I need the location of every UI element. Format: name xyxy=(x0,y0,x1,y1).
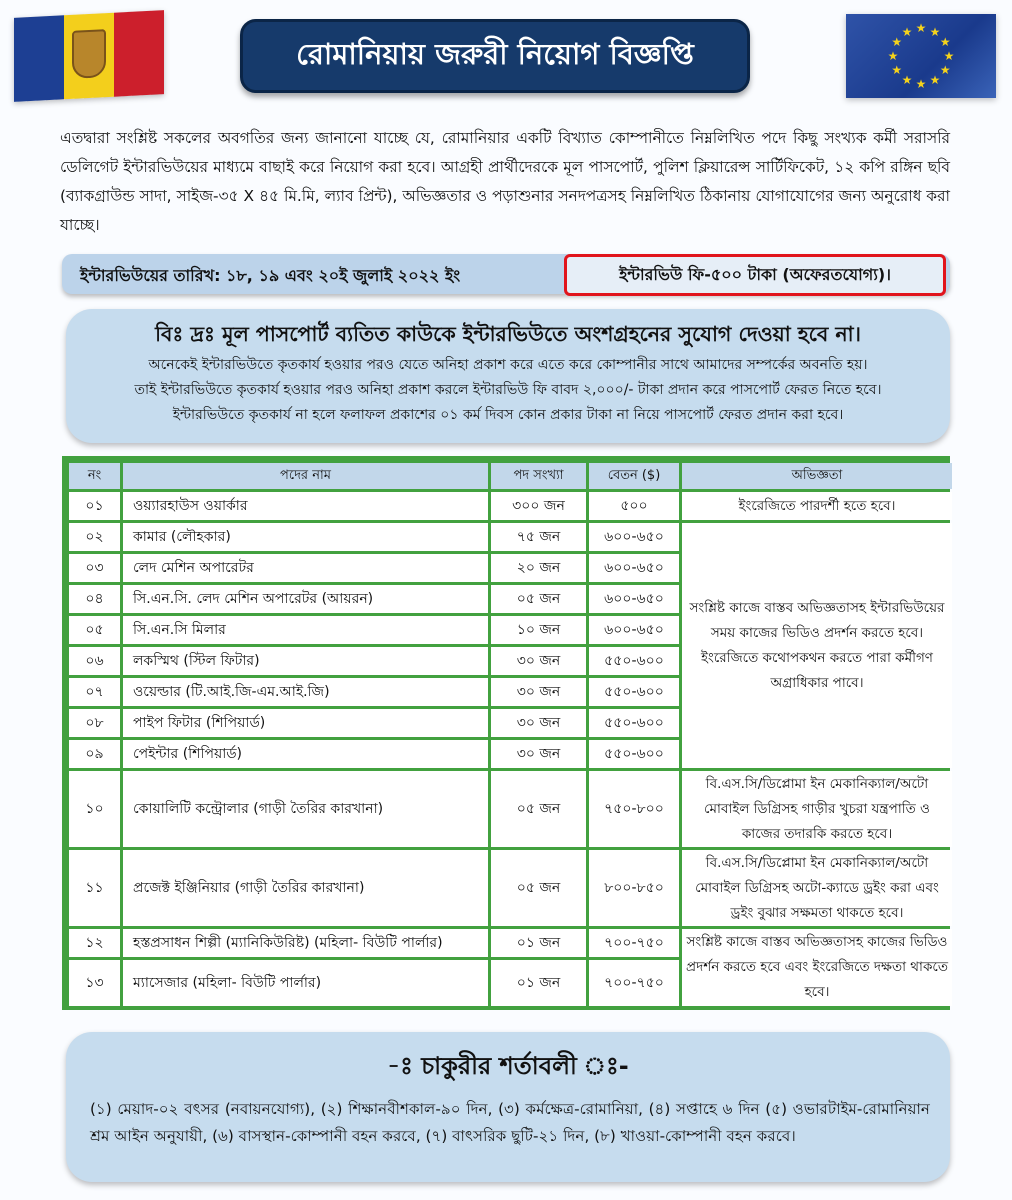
interview-date-bar xyxy=(62,254,950,294)
eu-star-icon: ★ xyxy=(929,24,941,39)
header-post: পদের নাম xyxy=(123,463,488,489)
coat-of-arms-icon xyxy=(72,29,106,79)
row-post: সি.এন.সি মিলার xyxy=(123,616,488,644)
row-salary: ৬০০-৬৫০ xyxy=(589,523,679,551)
conditions-box xyxy=(66,1032,950,1182)
row-experience: সংশ্লিষ্ট কাজে বাস্তব অভিজ্ঞতাসহ কাজের ভিডিও প্রদর্শন করতে হবে এবং ইংরেজিতে দক্ষতা থাকতে হবে। xyxy=(682,929,952,1006)
row-count: ৩০ জন xyxy=(491,678,586,706)
row-salary: ৬০০-৬৫০ xyxy=(589,585,679,613)
row-count: ৩০০ জন xyxy=(491,492,586,520)
row-no: ০৪ xyxy=(69,585,120,613)
row-salary: ৭০০-৭৫০ xyxy=(589,960,679,1006)
table-row xyxy=(69,492,952,520)
note-heading: বিঃ দ্রঃ মূল পাসপোর্ট ব্যতিত কাউকে ইন্টারভিউতে অংশগ্রহনের সুযোগ দেওয়া হবে না। xyxy=(155,322,861,346)
row-count: ৩০ জন xyxy=(491,709,586,737)
eu-star-icon: ★ xyxy=(929,73,941,88)
row-experience: ইংরেজিতে পারদর্শী হতে হবে। xyxy=(682,492,952,520)
table-row xyxy=(69,523,952,551)
header-experience: অভিজ্ঞতা xyxy=(682,463,952,489)
row-post: হস্তপ্রসাধন শিল্পী (ম্যানিকিউরিষ্ট) (মহিলা- বিউটি পার্লার) xyxy=(123,929,488,957)
row-no: ০৫ xyxy=(69,616,120,644)
eu-star-icon: ★ xyxy=(891,63,903,77)
row-salary: ৬০০-৬৫০ xyxy=(589,554,679,582)
conditions-heading: -ঃ চাকুরীর শর্তাবলী ঃ- xyxy=(387,1052,629,1080)
row-post: লকস্মিথ (স্টিল ফিটার) xyxy=(123,647,488,675)
row-count: ০৫ জন xyxy=(491,585,586,613)
row-salary: ৫০০ xyxy=(589,492,679,520)
row-salary: ৬০০-৬৫০ xyxy=(589,616,679,644)
row-salary: ৭৫০-৮০০ xyxy=(589,771,679,847)
row-post: ওয়্যারহাউস ওয়ার্কার xyxy=(123,492,488,520)
row-post: পেইন্টার (শিপিয়ার্ড) xyxy=(123,740,488,768)
page-title: রোমানিয়ায় জরুরী নিয়োগ বিজ্ঞপ্তি xyxy=(240,19,750,93)
eu-star-icon: ★ xyxy=(901,73,913,88)
conditions-text: (১) মেয়াদ-০২ বৎসর (নবায়নযোগ্য), (২) শিক্ষানবীশকাল-৯০ দিন, (৩) কর্মক্ষেত্র-রোমানিয়া, (৪) সপ্তাহে ৬ দিন (৫) ওভারটাইম-রোমানিয়ান শ্রম আইন অনুযায়ী, (৬) বাসস্থান-কোম্পানী বহন করবে, (৭) বাৎসরিক ছুটি-২১ দিন, (৮) খাওয়া-কোম্পানী বহন করবে। xyxy=(90,1100,930,1145)
row-salary: ৫৫০-৬০০ xyxy=(589,678,679,706)
row-no: ১২ xyxy=(69,929,120,957)
row-salary: ৫৫০-৬০০ xyxy=(589,647,679,675)
row-salary: ৭০০-৭৫০ xyxy=(589,929,679,957)
row-no: ০৩ xyxy=(69,554,120,582)
header-salary: বেতন ($) xyxy=(589,463,679,489)
row-no: ১১ xyxy=(69,850,120,926)
row-no: ১৩ xyxy=(69,960,120,1006)
row-experience: সংশ্লিষ্ট কাজে বাস্তব অভিজ্ঞতাসহ ইন্টারভিউয়ের সময় কাজের ভিডিও প্রদর্শন করতে হবে। ইংরেজিতে কথোপকথন করতে পারা কর্মীগণ অগ্রাধিকার পাবে। xyxy=(682,523,952,768)
row-no: ০৬ xyxy=(69,647,120,675)
row-count: ০৫ জন xyxy=(491,771,586,847)
interview-fee: ইন্টারভিউ ফি-৫০০ টাকা (অফেরতযোগ্য)। xyxy=(564,254,946,296)
note-box xyxy=(66,309,950,443)
eu-star-icon: ★ xyxy=(915,21,927,35)
table-row xyxy=(69,771,952,847)
eu-star-icon: ★ xyxy=(901,24,913,39)
eu-star-icon: ★ xyxy=(887,49,899,63)
eu-star-icon: ★ xyxy=(891,35,903,49)
row-no: ১০ xyxy=(69,771,120,847)
row-post: কামার (লৌহকার) xyxy=(123,523,488,551)
row-no: ০২ xyxy=(69,523,120,551)
row-no: ০৮ xyxy=(69,709,120,737)
note-line: তাই ইন্টারভিউতে কৃতকার্য হওয়ার পরও অনিহা প্রকাশ করলে ইন্টারভিউ ফি বাবদ ২,০০০/- টাকা প্রদান করে পাসপোর্ট ফেরত নিতে হবে। xyxy=(134,382,882,398)
row-post: ওয়েল্ডার (টি.আই.জি-এম.আই.জি) xyxy=(123,678,488,706)
row-post: সি.এন.সি. লেদ মেশিন অপারেটর (আয়রন) xyxy=(123,585,488,613)
table-header-row xyxy=(69,463,952,489)
row-count: ০১ জন xyxy=(491,960,586,1006)
row-count: ৭৫ জন xyxy=(491,523,586,551)
row-count: ০১ জন xyxy=(491,929,586,957)
eu-star-icon: ★ xyxy=(943,49,955,63)
row-count: ৩০ জন xyxy=(491,740,586,768)
row-post: লেদ মেশিন অপারেটর xyxy=(123,554,488,582)
row-post: ম্যাসেজার (মহিলা- বিউটি পার্লার) xyxy=(123,960,488,1006)
row-post: পাইপ ফিটার (শিপিয়ার্ড) xyxy=(123,709,488,737)
eu-flag-icon xyxy=(846,14,996,98)
note-line: অনেকেই ইন্টারভিউতে কৃতকার্য হওয়ার পরও যেতে অনিহা প্রকাশ করে এতে করে কোম্পানীর সাথে আমাদের সম্পর্কের অবনতি হয়। xyxy=(148,357,868,373)
eu-star-icon: ★ xyxy=(939,63,951,77)
jobs-table xyxy=(62,456,950,1010)
intro-paragraph: এতদ্বারা সংশ্লিষ্ট সকলের অবগতির জন্য জানানো যাচ্ছে যে, রোমানিয়ার একটি বিখ্যাত কোম্পানীতে নিম্নলিখিত পদে কিছু সংখ্যক কর্মী সরাসরি ডেলিগেট ইন্টারভিউয়ের মাধ্যমে বাছাই করে নিয়োগ করা হবে। আগ্রহী প্রার্থীদেরকে মূল পাসপোর্ট, পুলিশ ক্লিয়ারেন্স সার্টিফিকেট, ১২ কপি রঙ্গিন ছবি (ব্যাকগ্রাউন্ড সাদা, সাইজ-৩৫ X ৪৫ মি.মি, ল্যাব প্রিন্ট), অভিজ্ঞতার ও পড়াশুনার সনদপত্রসহ নিম্নলিখিত ঠিকানায় যোগাযোগের জন্য অনুরোধ করা যাচ্ছে। xyxy=(60,129,950,234)
row-no: ০৯ xyxy=(69,740,120,768)
row-salary: ৮০০-৮৫০ xyxy=(589,850,679,926)
row-experience: বি.এস.সি/ডিপ্লোমা ইন মেকানিক্যাল/অটো মোবাইল ডিগ্রিসহ অটো-ক্যাডে ড্রইং করা এবং ড্রইং বুঝার সক্ষমতা থাকতে হবে। xyxy=(682,850,952,926)
row-count: ৩০ জন xyxy=(491,647,586,675)
romania-flag-icon xyxy=(14,10,164,102)
row-count: ২০ জন xyxy=(491,554,586,582)
row-no: ০৭ xyxy=(69,678,120,706)
header-no: নং xyxy=(69,463,120,489)
row-no: ০১ xyxy=(69,492,120,520)
table-row xyxy=(69,850,952,926)
header-count: পদ সংখ্যা xyxy=(491,463,586,489)
interview-date: ইন্টারভিউয়ের তারিখ: ১৮, ১৯ এবং ২০ই জুলাই ২০২২ ইং xyxy=(80,266,461,285)
row-post: কোয়ালিটি কন্ট্রোলার (গাড়ী তৈরির কারখানা) xyxy=(123,771,488,847)
row-post: প্রজেক্ট ইঞ্জিনিয়ার (গাড়ী তৈরির কারখানা) xyxy=(123,850,488,926)
row-count: ১০ জন xyxy=(491,616,586,644)
eu-star-icon: ★ xyxy=(939,35,951,49)
row-salary: ৫৫০-৬০০ xyxy=(589,709,679,737)
row-experience: বি.এস.সি/ডিপ্লোমা ইন মেকানিক্যাল/অটো মোবাইল ডিগ্রিসহ গাড়ীর খুচরা যন্ত্রপাতি ও কাজের তদারকি করতে হবে। xyxy=(682,771,952,847)
note-line: ইন্টারভিউতে কৃতকার্য না হলে ফলাফল প্রকাশের ০১ কর্ম দিবস কোন প্রকার টাকা না নিয়ে পাসপোর্ট ফেরত প্রদান করা হবে। xyxy=(172,407,844,423)
table-row xyxy=(69,929,952,957)
row-count: ০৫ জন xyxy=(491,850,586,926)
eu-star-icon: ★ xyxy=(915,77,927,91)
row-salary: ৫৫০-৬০০ xyxy=(589,740,679,768)
